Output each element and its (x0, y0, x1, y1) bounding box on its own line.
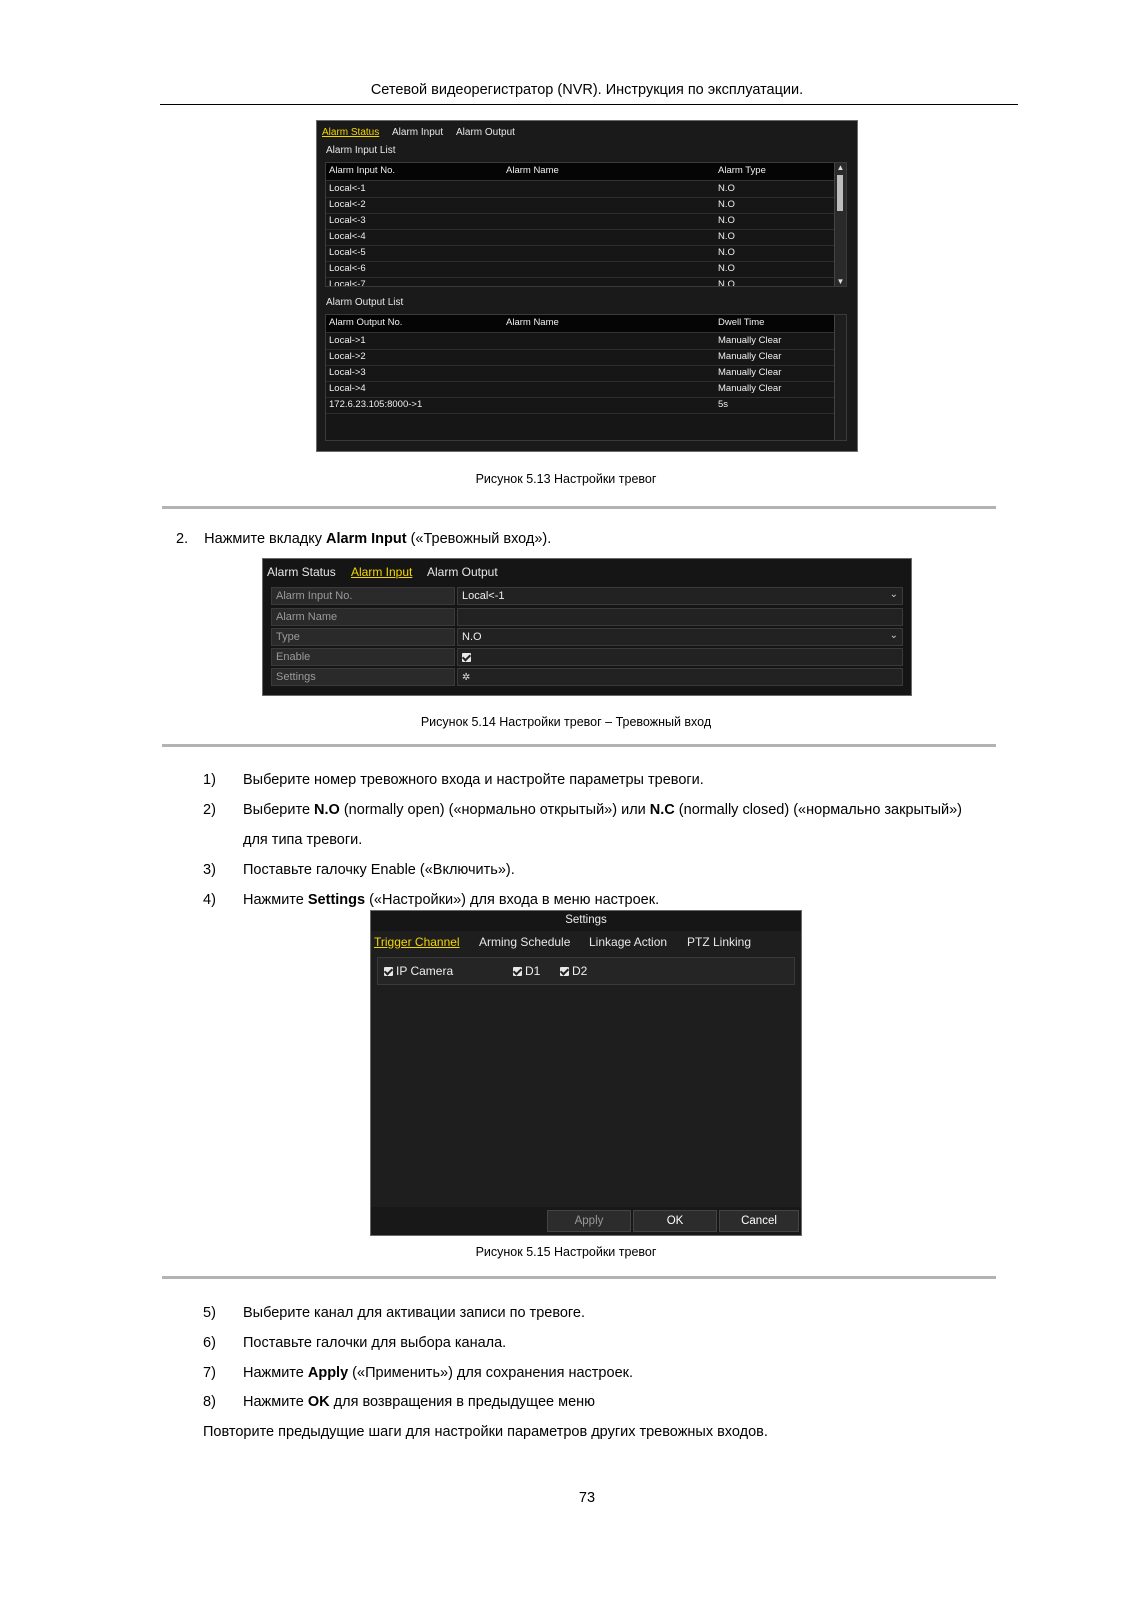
table-cell: Local->3 (329, 367, 366, 378)
dialog-footer (371, 1207, 801, 1235)
enable-checkbox[interactable] (462, 653, 471, 662)
channel-d1-checkbox[interactable] (513, 967, 522, 976)
column-header: Alarm Type (718, 165, 766, 176)
step-text: Нажмите вкладку (204, 531, 327, 547)
column-header: Alarm Name (506, 165, 559, 176)
table-cell: N.O (718, 247, 735, 258)
cancel-button[interactable]: Cancel (719, 1210, 799, 1232)
step-number: 8) (203, 1394, 216, 1410)
step-text: («Тревожный вход»). (406, 531, 552, 547)
step-number: 5) (203, 1305, 216, 1321)
step-text-part: (normally closed) («нормально закрытый») (674, 802, 963, 818)
step-text: Выберите канал для активации записи по тревоге. (243, 1305, 585, 1321)
field-label: Settings (271, 668, 455, 686)
tab-alarm-input[interactable]: Alarm Input (351, 565, 413, 579)
step-text-part: Нажмите (243, 1394, 308, 1410)
table-cell: N.O (718, 183, 735, 194)
type-row (271, 628, 903, 646)
alarm-name-row (271, 608, 903, 626)
closing-paragraph: Повторите предыдущие шаги для настройки параметров других тревожных входов. (203, 1424, 768, 1440)
header-rule (160, 104, 1018, 105)
step-bold-text: OK (307, 1394, 330, 1410)
apply-button[interactable]: Apply (547, 1210, 631, 1232)
table-cell: N.O (718, 263, 735, 274)
step-text-part: («Настройки») для входа в меню настроек. (365, 892, 660, 908)
table-row[interactable] (326, 277, 834, 287)
enable-row (271, 648, 903, 666)
table-row[interactable] (326, 349, 834, 366)
section-divider (162, 506, 996, 509)
step-text: Выберите номер тревожного входа и настройте параметры тревоги. (243, 772, 704, 788)
alarm-name-input[interactable] (457, 608, 903, 626)
step-bold-text: Apply (307, 1365, 349, 1381)
alarm-input-no-row (271, 587, 903, 605)
table-cell: Local<-3 (329, 215, 366, 226)
step-text-part: Нажмите (243, 892, 308, 908)
step-2 (176, 529, 551, 549)
scrollbar[interactable] (834, 315, 846, 440)
channel-d1-label: D1 (525, 964, 541, 978)
step-bold-text: Settings (307, 892, 366, 908)
dialog-title-bar (371, 911, 801, 931)
table-row[interactable] (326, 197, 834, 214)
settings-row (271, 668, 903, 686)
table-cell: Manually Clear (718, 367, 782, 378)
table-row[interactable] (326, 365, 834, 382)
table-cell: Manually Clear (718, 335, 782, 346)
step-text-part: (normally open) («нормально открытый») или (339, 802, 650, 818)
table-row[interactable] (326, 397, 834, 414)
section-divider (162, 744, 996, 747)
table-cell: 172.6.23.105:8000->1 (329, 399, 423, 410)
table-row[interactable] (326, 229, 834, 246)
alarm-status-panel (316, 120, 858, 452)
step-text: Поставьте галочку Enable («Включить»). (243, 862, 515, 878)
table-cell: Local->1 (329, 335, 366, 346)
column-header: Dwell Time (718, 317, 765, 328)
table-cell: N.O (718, 231, 735, 242)
column-header: Alarm Name (506, 317, 559, 328)
step-text-continuation: для типа тревоги. (243, 832, 363, 848)
alarm-input-no-select[interactable] (457, 587, 903, 605)
chevron-down-icon[interactable]: ▼ (836, 277, 845, 286)
chevron-up-icon[interactable]: ▲ (836, 163, 845, 172)
table-row[interactable] (326, 213, 834, 230)
section-divider (162, 1276, 996, 1279)
table-row[interactable] (326, 261, 834, 278)
table-cell: Local<-4 (329, 231, 366, 242)
tab-ptz-linking[interactable]: PTZ Linking (687, 935, 752, 949)
step-number: 6) (203, 1335, 216, 1351)
table-cell: Local<-5 (329, 247, 366, 258)
tab-linkage-action[interactable]: Linkage Action (589, 935, 668, 949)
scrollbar[interactable] (834, 163, 846, 286)
column-header: Alarm Input No. (329, 165, 395, 176)
tab-arming-schedule[interactable]: Arming Schedule (479, 935, 571, 949)
scrollbar-thumb[interactable] (837, 175, 843, 211)
step-number: 7) (203, 1365, 216, 1381)
step-text (243, 800, 962, 820)
channel-d2-checkbox[interactable] (560, 967, 569, 976)
field-label: Alarm Input No. (271, 587, 455, 605)
alarm-input-panel (262, 558, 912, 696)
table-cell: Local->2 (329, 351, 366, 362)
table-cell: Local->4 (329, 383, 366, 394)
field-label: Alarm Name (271, 608, 455, 626)
table-cell: N.O (718, 279, 735, 287)
tab-trigger-channel[interactable]: Trigger Channel (374, 935, 460, 949)
tab-alarm-status[interactable]: Alarm Status (322, 127, 380, 138)
step-text-part: Выберите (243, 802, 315, 818)
column-header: Alarm Output No. (329, 317, 403, 328)
table-cell: N.O (718, 215, 735, 226)
step-text (243, 1392, 595, 1412)
step-text-part: Нажмите (243, 1365, 308, 1381)
alarm-output-table (325, 314, 847, 441)
step-bold-text: N.C (649, 802, 675, 818)
ip-camera-checkbox[interactable] (384, 967, 393, 976)
step-text (243, 890, 659, 910)
table-cell: Manually Clear (718, 383, 782, 394)
step-text-part: («Применить») для сохранения настроек. (348, 1365, 634, 1381)
settings-cell (457, 668, 903, 686)
document-header: Сетевой видеорегистратор (NVR). Инструкция по эксплуатации. (370, 82, 804, 98)
table-cell: N.O (718, 199, 735, 210)
step-text (243, 1363, 633, 1383)
tab-alarm-input[interactable]: Alarm Input (392, 127, 444, 138)
page-number: 73 (578, 1490, 596, 1506)
step-bold-text: N.O (314, 802, 340, 818)
step-number: 3) (203, 862, 216, 878)
channel-d2-label: D2 (572, 964, 588, 978)
figure-caption: Рисунок 5.15 Настройки тревог (475, 1245, 657, 1259)
dialog-title: Settings (565, 914, 607, 926)
alarm-input-list-label: Alarm Input List (326, 145, 396, 156)
table-header (326, 315, 834, 333)
table-cell: Manually Clear (718, 351, 782, 362)
table-header (326, 163, 834, 181)
table-cell: Local<-2 (329, 199, 366, 210)
field-label: Type (271, 628, 455, 646)
table-row[interactable] (326, 181, 834, 198)
tab-alarm-output[interactable]: Alarm Output (456, 127, 515, 138)
channel-box (377, 957, 795, 985)
select-value: Local<-1 (462, 590, 505, 602)
tab-alarm-status[interactable]: Alarm Status (267, 565, 336, 579)
step-text-part: для возвращения в предыдущее меню (329, 1394, 596, 1410)
field-label: Enable (271, 648, 455, 666)
alarm-output-list-label: Alarm Output List (326, 297, 404, 308)
select-value: N.O (462, 631, 482, 643)
type-select[interactable] (457, 628, 903, 646)
step-number: 2. (176, 531, 189, 547)
table-cell: Local<-1 (329, 183, 366, 194)
chevron-down-icon: ⌄ (889, 630, 898, 641)
tab-alarm-output[interactable]: Alarm Output (427, 565, 498, 579)
table-cell: 5s (718, 399, 729, 410)
step-number: 4) (203, 892, 216, 908)
step-text: Поставьте галочки для выбора канала. (243, 1335, 507, 1351)
table-row[interactable] (326, 333, 834, 350)
table-cell: Local<-7 (329, 279, 366, 287)
step-bold-text: Alarm Input (326, 531, 407, 547)
step-number: 2) (203, 802, 216, 818)
gear-icon[interactable]: ✲ (462, 672, 471, 683)
table-cell: Local<-6 (329, 263, 366, 274)
ok-button[interactable]: OK (633, 1210, 717, 1232)
chevron-down-icon: ⌄ (889, 589, 898, 600)
table-row[interactable] (326, 245, 834, 262)
figure-caption: Рисунок 5.13 Настройки тревог (475, 472, 657, 486)
settings-dialog (370, 910, 802, 1236)
table-row[interactable] (326, 381, 834, 398)
alarm-input-table (325, 162, 847, 287)
step-number: 1) (203, 772, 216, 788)
ip-camera-label: IP Camera (396, 964, 454, 978)
figure-caption: Рисунок 5.14 Настройки тревог – Тревожный вход (420, 715, 712, 729)
enable-cell (457, 648, 903, 666)
